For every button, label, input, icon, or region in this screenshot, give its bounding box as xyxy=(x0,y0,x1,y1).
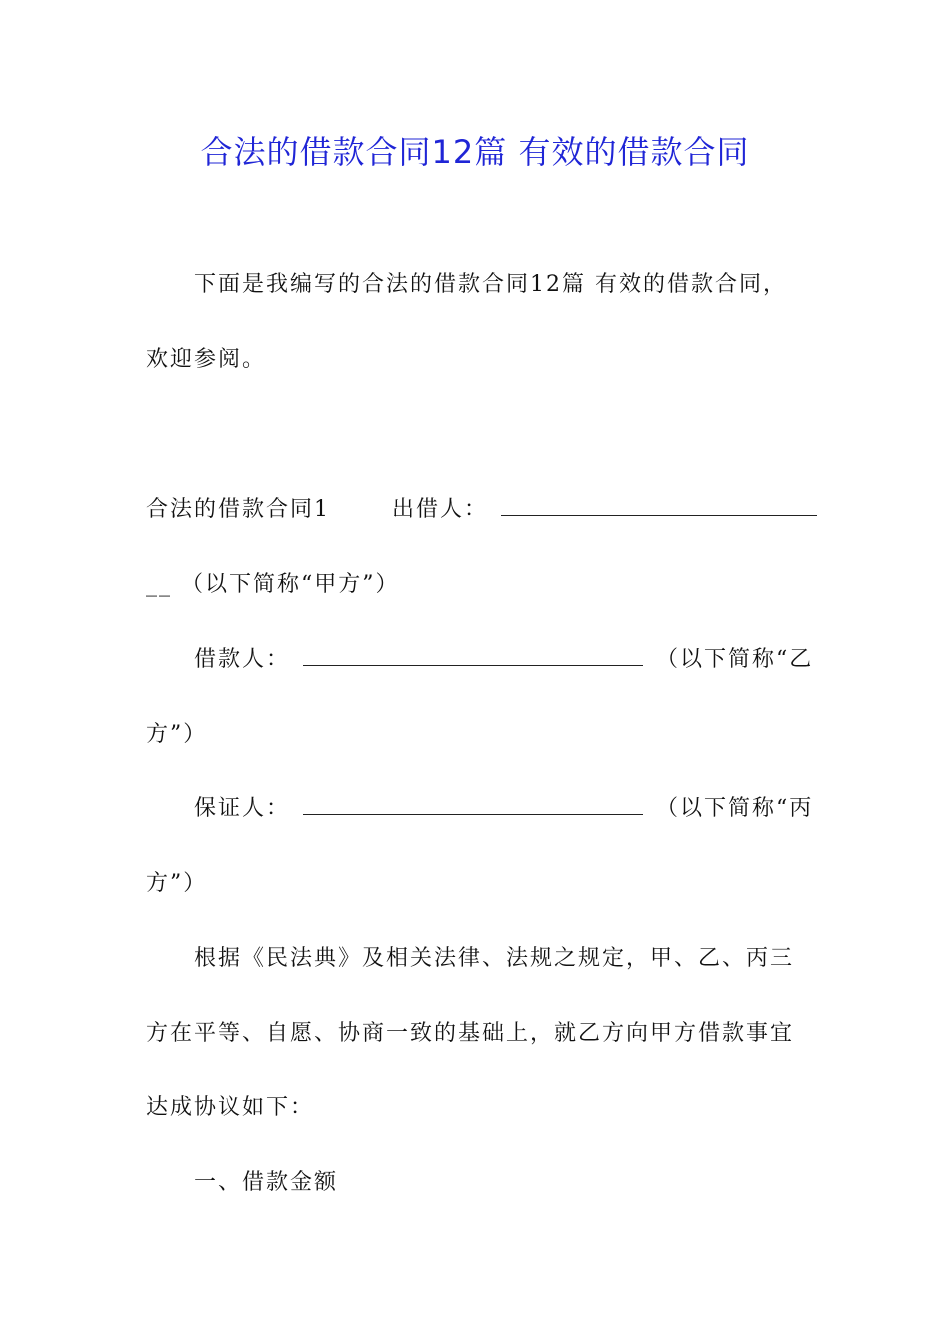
guarantor-label: 保证人： xyxy=(194,796,291,821)
document-title: 合法的借款合同12篇 有效的借款合同 xyxy=(200,133,750,171)
lender-suffix: （以下简称“甲方”） xyxy=(181,572,400,597)
lender-label: 出借人： xyxy=(392,497,489,522)
guarantor-suffix-1: （以下简称“丙 xyxy=(656,796,814,821)
lender-row xyxy=(146,492,821,528)
borrower-suffix-2: 方”） xyxy=(146,722,208,747)
borrower-label: 借款人： xyxy=(194,647,291,672)
intro-line-1: 下面是我编写的合法的借款合同12篇 有效的借款合同， xyxy=(194,272,787,297)
guarantor-row xyxy=(194,791,813,827)
section-1-label: 合法的借款合同1 xyxy=(146,497,330,522)
lender-suffix-row xyxy=(146,567,400,603)
guarantor-blank[interactable] xyxy=(303,794,643,815)
borrower-blank[interactable] xyxy=(303,645,643,666)
basis-line-2: 方在平等、自愿、协商一致的基础上，就乙方向甲方借款事宜 xyxy=(146,1021,795,1046)
basis-line-1: 根据《民法典》及相关法律、法规之规定，甲、乙、丙三 xyxy=(194,946,795,971)
lender-blank[interactable] xyxy=(501,495,817,516)
basis-line-3: 达成协议如下： xyxy=(146,1095,315,1120)
borrower-suffix-1: （以下简称“乙 xyxy=(656,647,814,672)
guarantor-suffix-2: 方”） xyxy=(146,871,208,896)
borrower-row xyxy=(194,642,813,678)
intro-line-2: 欢迎参阅。 xyxy=(146,347,267,372)
lender-suffix-prefix: __ xyxy=(146,572,172,597)
clause-1-heading: 一、借款金额 xyxy=(194,1170,339,1195)
